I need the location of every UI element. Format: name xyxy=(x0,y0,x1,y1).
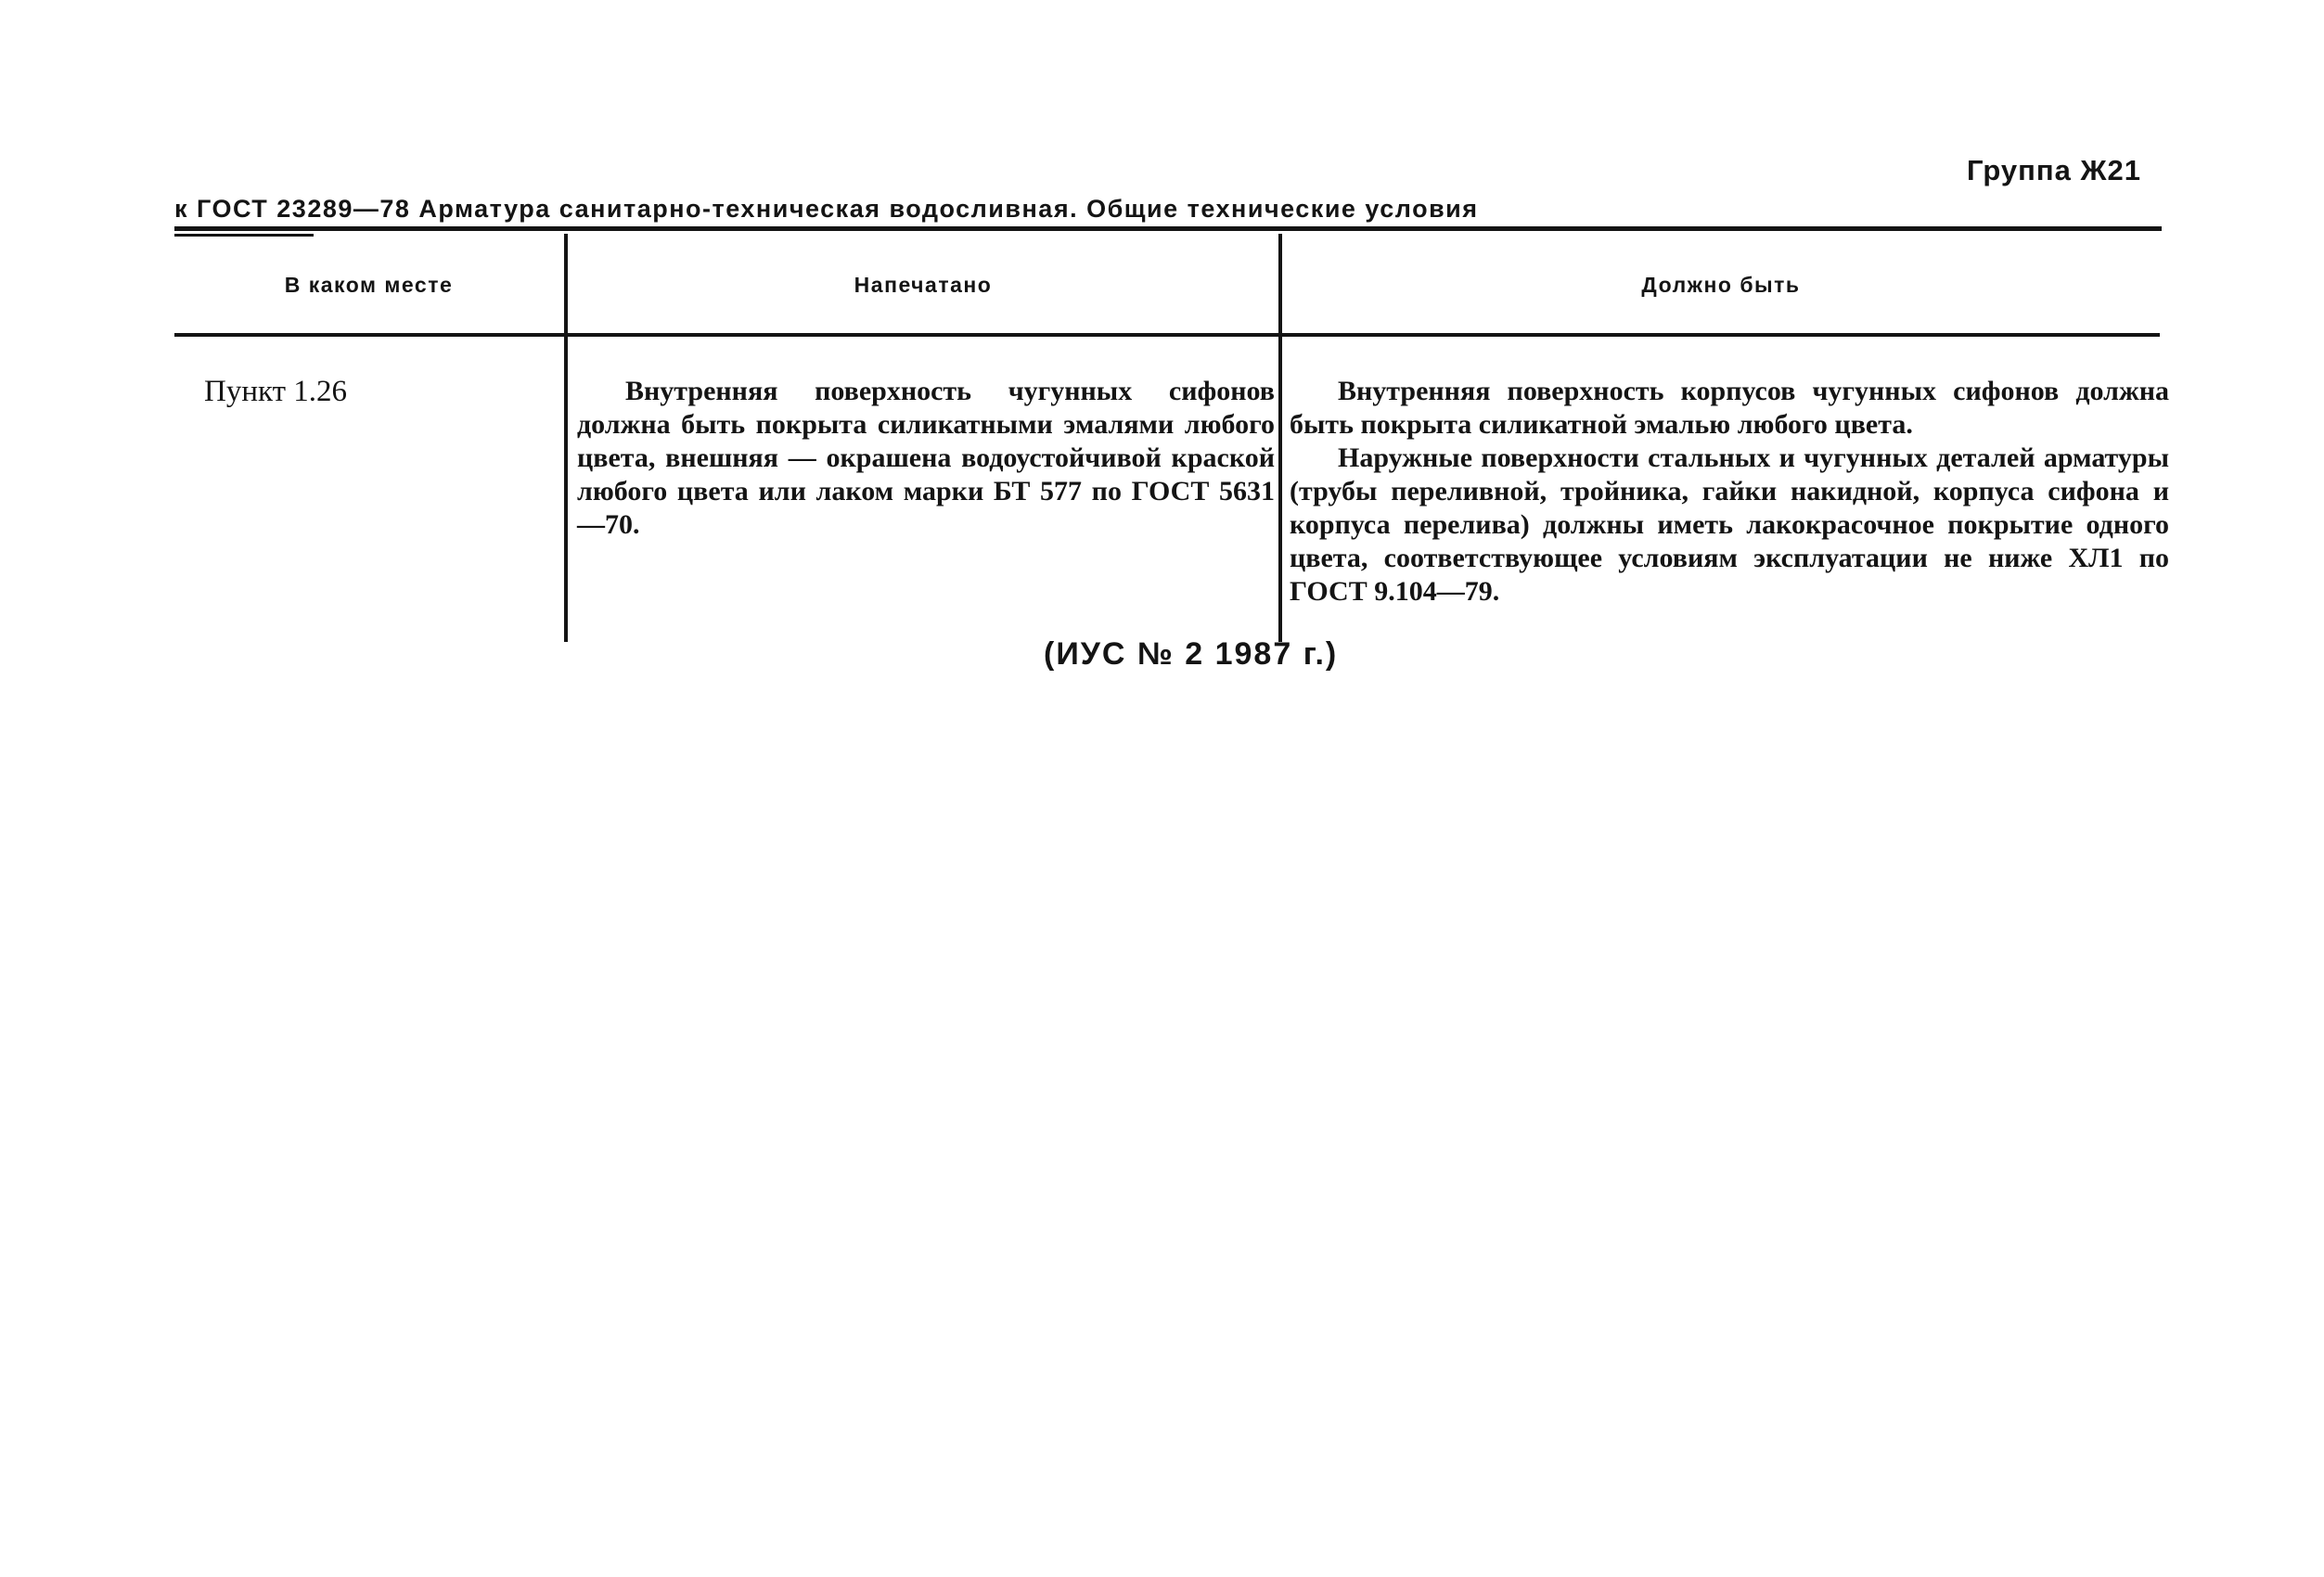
row-location: Пункт 1.26 xyxy=(204,375,348,408)
printed-text xyxy=(577,375,1275,542)
should-be-paragraph-1: Внутренняя поверхность корпусов чугунных сифонов должна быть покрыта силикатной эмалью любого цвета. xyxy=(1290,376,2169,440)
group-label: Группа Ж21 xyxy=(1967,154,2141,186)
header-printed: Напечатано xyxy=(854,273,993,297)
table-top-rule xyxy=(174,226,2162,231)
header-where: В каком месте xyxy=(284,273,454,297)
document-title: к ГОСТ 23289—78 Арматура санитарно-техническая водосливная. Общие технические условия xyxy=(174,195,1479,223)
table-header-rule xyxy=(174,333,2160,337)
header-should-be: Должно быть xyxy=(1641,273,1801,297)
footer-note: (ИУС № 2 1987 г.) xyxy=(1044,636,1339,672)
printed-paragraph: Внутренняя поверхность чугунных сифонов должна быть покрыта силикатными эмалями любого цвета, внешняя — окрашена водоустойчивой краской любого цвета или лаком марки БТ 577 по ГОСТ 5631—70. xyxy=(577,376,1275,540)
should-be-text xyxy=(1290,375,2169,609)
title-underline xyxy=(174,234,314,237)
should-be-paragraph-2: Наружные поверхности стальных и чугунных деталей арматуры (трубы переливной, тройника, гайки накидной, корпуса сифона и корпуса перелива) должны иметь лакокрасочное покрытие одного цвета, соответствующее условиям эксплуатации не ниже ХЛ1 по ГОСТ 9.104—79. xyxy=(1290,442,2169,607)
